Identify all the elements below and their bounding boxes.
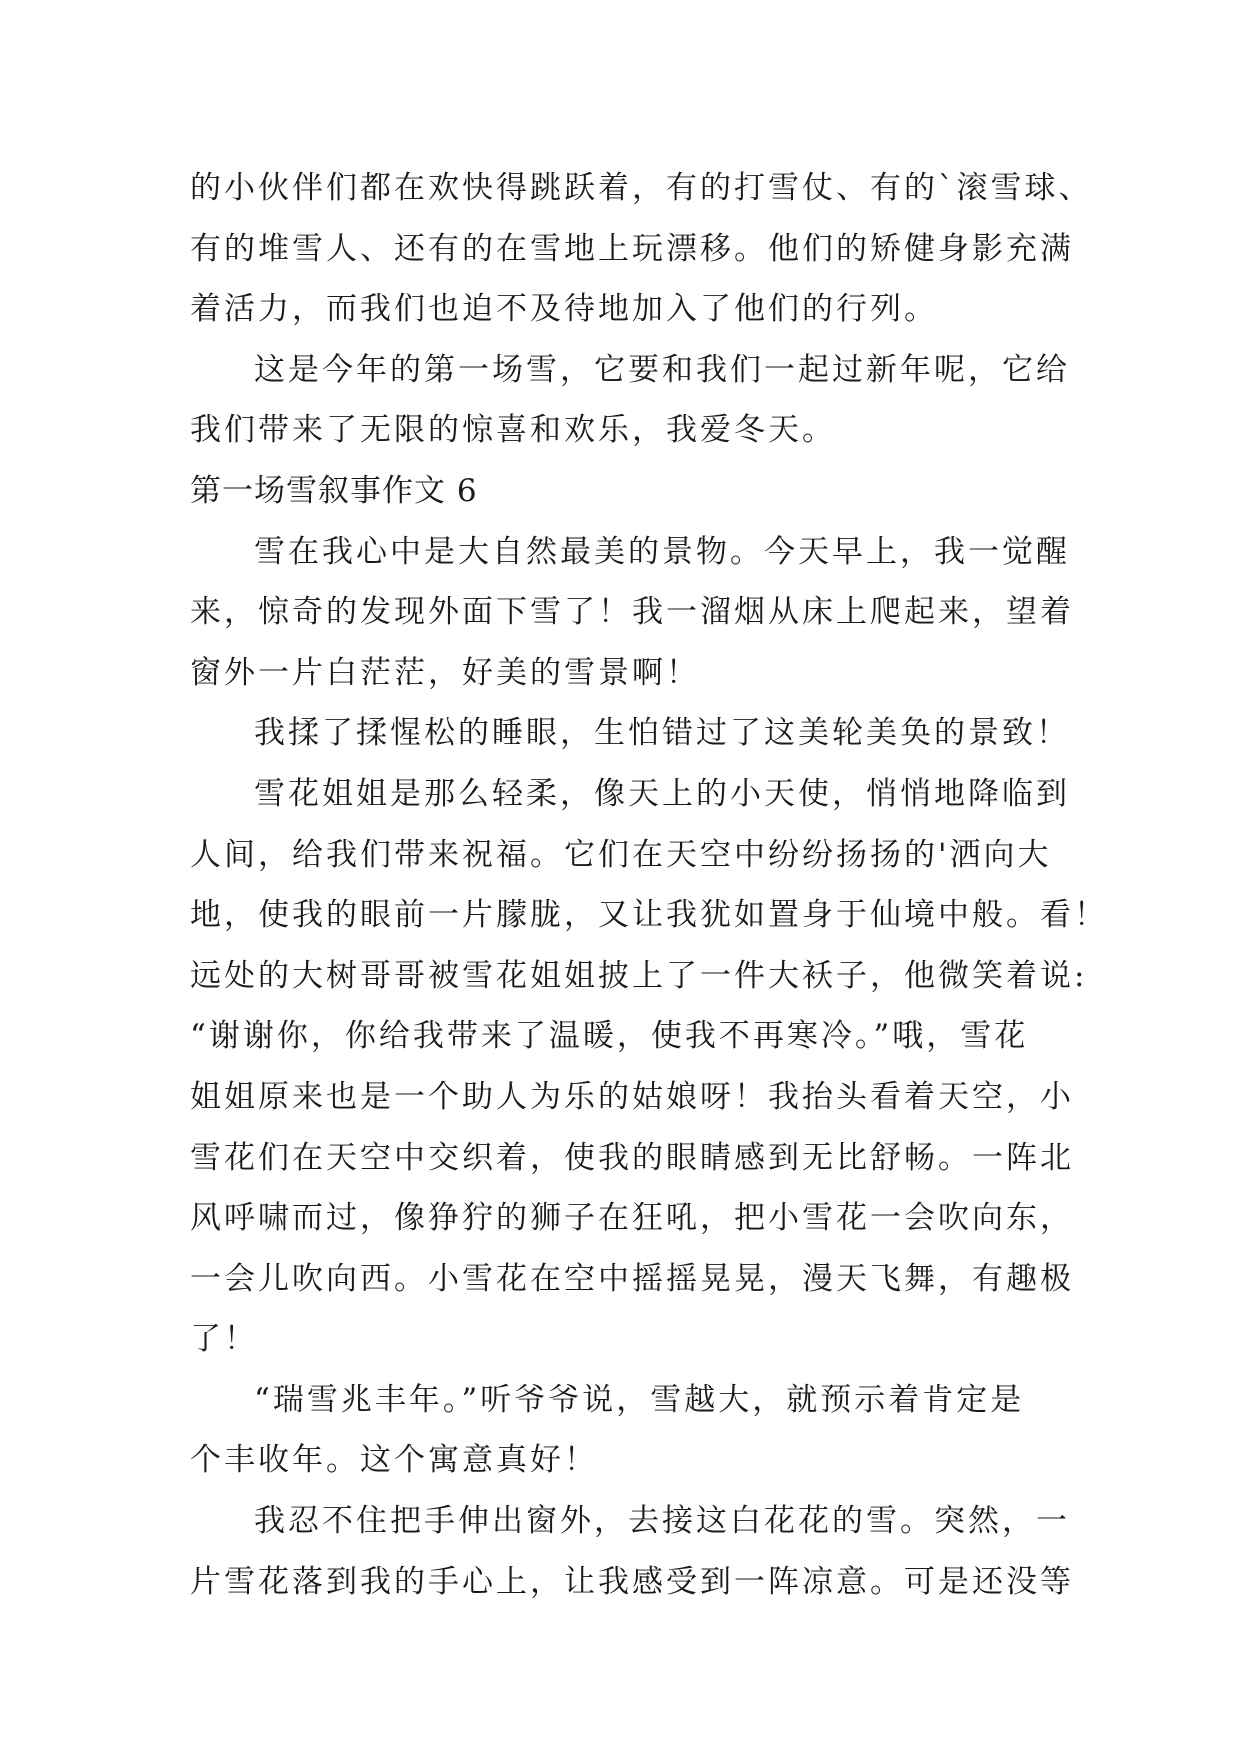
paragraph-line: 我揉了揉惺松的睡眼，生怕错过了这美轮美奂的景致！ — [254, 715, 1070, 752]
paragraph-line: 风呼啸而过，像狰狞的狮子在狂吼，把小雪花一会吹向东， — [190, 1200, 1074, 1237]
paragraph-line: 个丰收年。这个寓意真好！ — [190, 1442, 598, 1479]
paragraph-line: 这是今年的第一场雪，它要和我们一起过新年呢，它给 — [254, 351, 1070, 388]
paragraph-line: 了！ — [190, 1321, 258, 1358]
paragraph-line: 我忍不住把手伸出窗外，去接这白花花的雪。突然，一 — [254, 1503, 1070, 1540]
document-body — [190, 158, 1108, 1612]
paragraph-line: 姐姐原来也是一个助人为乐的姑娘呀！我抬头看着天空，小 — [190, 1078, 1074, 1115]
paragraph-line: 远处的大树哥哥被雪花姐姐披上了一件大袄子，他微笑着说: — [190, 957, 1088, 994]
paragraph-line: 雪在我心中是大自然最美的景物。今天早上，我一觉醒 — [254, 533, 1070, 570]
paragraph — [190, 703, 1070, 764]
heading-text: 第一场雪叙事作文 6 — [190, 472, 478, 509]
paragraph-line: 来，惊奇的发现外面下雪了！我一溜烟从床上爬起来，望着 — [190, 594, 1074, 631]
paragraph-line: “瑞雪兆丰年。”听爷爷说，雪越大，就预示着肯定是 — [254, 1381, 1025, 1418]
section-heading — [190, 461, 1056, 522]
paragraph — [190, 340, 1070, 461]
paragraph-line: 人间，给我们带来祝福。它们在天空中纷纷扬扬的'洒向大 — [190, 836, 1052, 873]
paragraph-line: 一会儿吹向西。小雪花在空中摇摇晃晃，漫天飞舞，有趣极 — [190, 1260, 1074, 1297]
paragraph — [190, 522, 1074, 704]
paragraph-line: 有的堆雪人、还有的在雪地上玩漂移。他们的矫健身影充满 — [190, 230, 1074, 267]
paragraph-line: 的小伙伴们都在欢快得跳跃着，有的打雪仗、有的`滚雪球、 — [190, 170, 1093, 206]
paragraph-line: 地，使我的眼前一片朦胧，又让我犹如置身于仙境中般。看！ — [190, 897, 1108, 934]
paragraph — [190, 158, 1093, 340]
paragraph-line: 我们带来了无限的惊喜和欢乐，我爱冬天。 — [190, 412, 836, 449]
paragraph — [190, 1370, 1056, 1491]
paragraph — [190, 764, 1108, 1370]
paragraph-line: 着活力，而我们也迫不及待地加入了他们的行列。 — [190, 291, 938, 328]
paragraph-line: 片雪花落到我的手心上，让我感受到一阵凉意。可是还没等 — [190, 1563, 1074, 1600]
paragraph — [190, 1491, 1074, 1612]
paragraph-line: “谢谢你，你给我带来了温暖，使我不再寒冷。”哦，雪花 — [190, 1018, 1029, 1055]
paragraph-line: 窗外一片白茫茫，好美的雪景啊！ — [190, 654, 700, 691]
paragraph-line: 雪花姐姐是那么轻柔，像天上的小天使，悄悄地降临到 — [254, 775, 1070, 812]
paragraph-line: 雪花们在天空中交织着，使我的眼睛感到无比舒畅。一阵北 — [190, 1139, 1074, 1176]
